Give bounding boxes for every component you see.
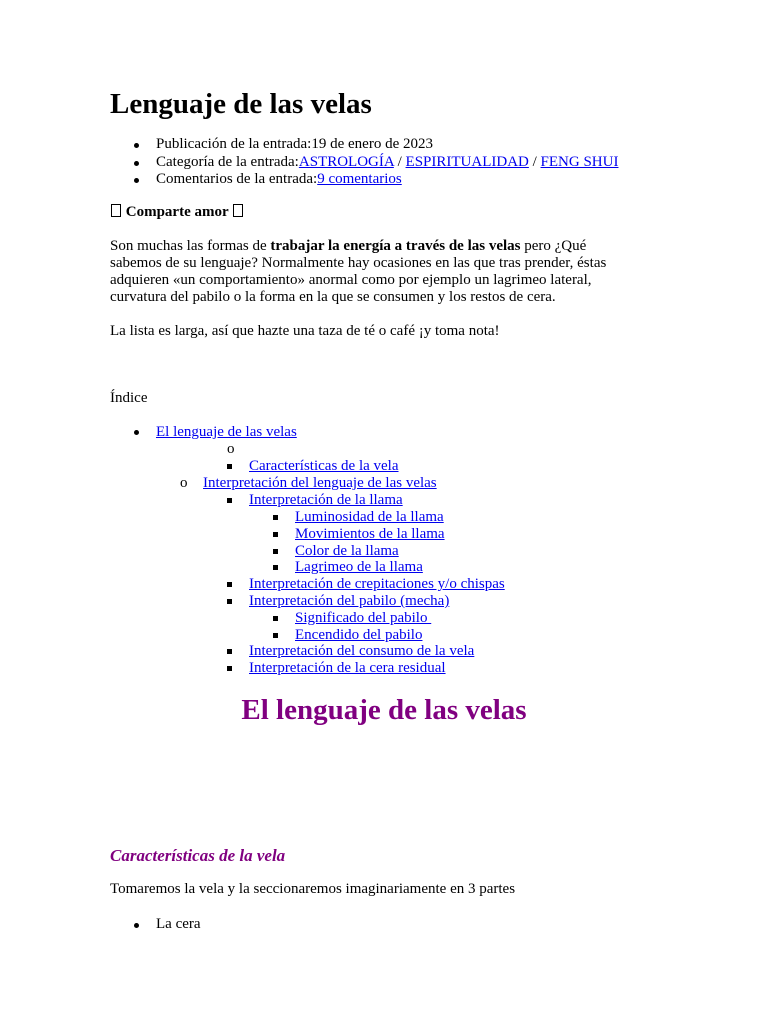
section-heading: El lenguaje de las velas [241, 694, 527, 726]
bullet-square [227, 666, 232, 671]
bullet-square [227, 649, 232, 654]
bullet-square [273, 565, 278, 570]
missing-glyph-icon [111, 204, 121, 217]
category-link-feng-shui[interactable]: FENG SHUI [540, 153, 619, 170]
bullet-disc [134, 430, 139, 435]
toc-item [295, 526, 445, 543]
toc-item [249, 492, 403, 509]
toc-link-lagrimeo[interactable]: Lagrimeo de la llama [295, 559, 423, 575]
toc-item [249, 576, 505, 593]
bullet-square [227, 464, 232, 469]
post-categories [110, 154, 618, 172]
intro-text-bold: trabajar la energía a través de las velas [270, 238, 521, 254]
toc-link-pabilo[interactable]: Interpretación del pabilo (mecha) [249, 593, 450, 609]
category-label: Categoría de la entrada: [156, 153, 299, 170]
toc-item [180, 475, 437, 492]
toc-item [249, 593, 449, 610]
list-item: La cera [110, 916, 201, 933]
parts-list [110, 916, 201, 933]
toc-item [249, 643, 474, 660]
intro-text-start: Son muchas las formas de [110, 238, 271, 254]
toc-item [249, 660, 446, 677]
toc-item [295, 509, 444, 526]
comments-label: Comentarios de la entrada: [156, 171, 318, 187]
toc-item [295, 627, 422, 644]
toc-link-crepitaciones[interactable]: Interpretación de crepitaciones y/o chispas [249, 576, 505, 592]
share-heading [110, 204, 244, 221]
missing-glyph-icon [233, 204, 243, 217]
comments-link[interactable]: 9 comentarios [317, 171, 402, 187]
bullet-square [273, 532, 278, 537]
toc-item [249, 458, 399, 475]
bullet-square [273, 616, 278, 621]
bullet-circle: o [227, 441, 235, 457]
section-paragraph: Tomaremos la vela y la seccionaremos imaginariamente en 3 partes [110, 881, 516, 897]
category-separator: / [528, 153, 541, 170]
toc-link-luminosidad[interactable]: Luminosidad de la llama [295, 509, 444, 525]
page-title: Lenguaje de las velas [110, 88, 372, 120]
bullet-square [227, 582, 232, 587]
toc-link-movimientos[interactable]: Movimientos de la llama [295, 526, 445, 542]
toc-link-llama[interactable]: Interpretación de la llama [249, 492, 403, 508]
bullet-square [273, 515, 278, 520]
intro-paragraph-2: La lista es larga, así que hazte una taza de té o café ¡y toma nota! [110, 323, 500, 339]
toc-link-encendido[interactable]: Encendido del pabilo [295, 627, 423, 643]
category-link-espiritualidad[interactable]: ESPIRITUALIDAD [405, 153, 529, 170]
toc-item [295, 559, 423, 576]
published-date: 19 de enero de 2023 [311, 136, 433, 152]
intro-paragraph [110, 238, 640, 306]
post-comments [110, 171, 618, 189]
toc-item [295, 610, 431, 627]
post-meta-list [110, 136, 618, 189]
share-text: Comparte amor [125, 204, 229, 220]
post-date [110, 136, 618, 154]
toc-link-color[interactable]: Color de la llama [295, 543, 399, 559]
toc-item-empty [227, 441, 235, 458]
toc-item [295, 543, 399, 560]
category-link-astrologia[interactable]: ASTROLOGÍA [298, 153, 394, 170]
toc-link-interpretacion[interactable]: Interpretación del lenguaje de las velas [203, 475, 437, 491]
intro-text-rest: pero ¿Qué sabemos de su lenguaje? Normalmente hay ocasiones en las que tras prender, éstas adquieren «un comportamiento» anormal como por ejemplo un lagrimeo lateral, curvatura del pabilo o la forma en la que se consumen y los restos de cera. [110, 238, 607, 305]
toc-link-significado[interactable]: Significado del pabilo [295, 610, 432, 626]
bullet-square [227, 498, 232, 503]
bullet-square [273, 549, 278, 554]
toc-label: Índice [110, 390, 148, 406]
toc-link-cera-residual[interactable]: Interpretación de la cera residual [249, 660, 446, 676]
toc-link-consumo[interactable]: Interpretación del consumo de la vela [249, 643, 475, 659]
bullet-circle: o [180, 475, 188, 491]
toc-link-lenguaje[interactable]: El lenguaje de las velas [156, 424, 297, 440]
published-label: Publicación de la entrada: [156, 136, 312, 152]
toc-link-caracteristicas[interactable]: Características de la vela [249, 458, 399, 474]
category-separator: / [393, 153, 406, 170]
bullet-square [273, 633, 278, 638]
bullet-square [227, 599, 232, 604]
subsection-heading: Características de la vela [110, 846, 286, 865]
toc-item [156, 424, 297, 441]
